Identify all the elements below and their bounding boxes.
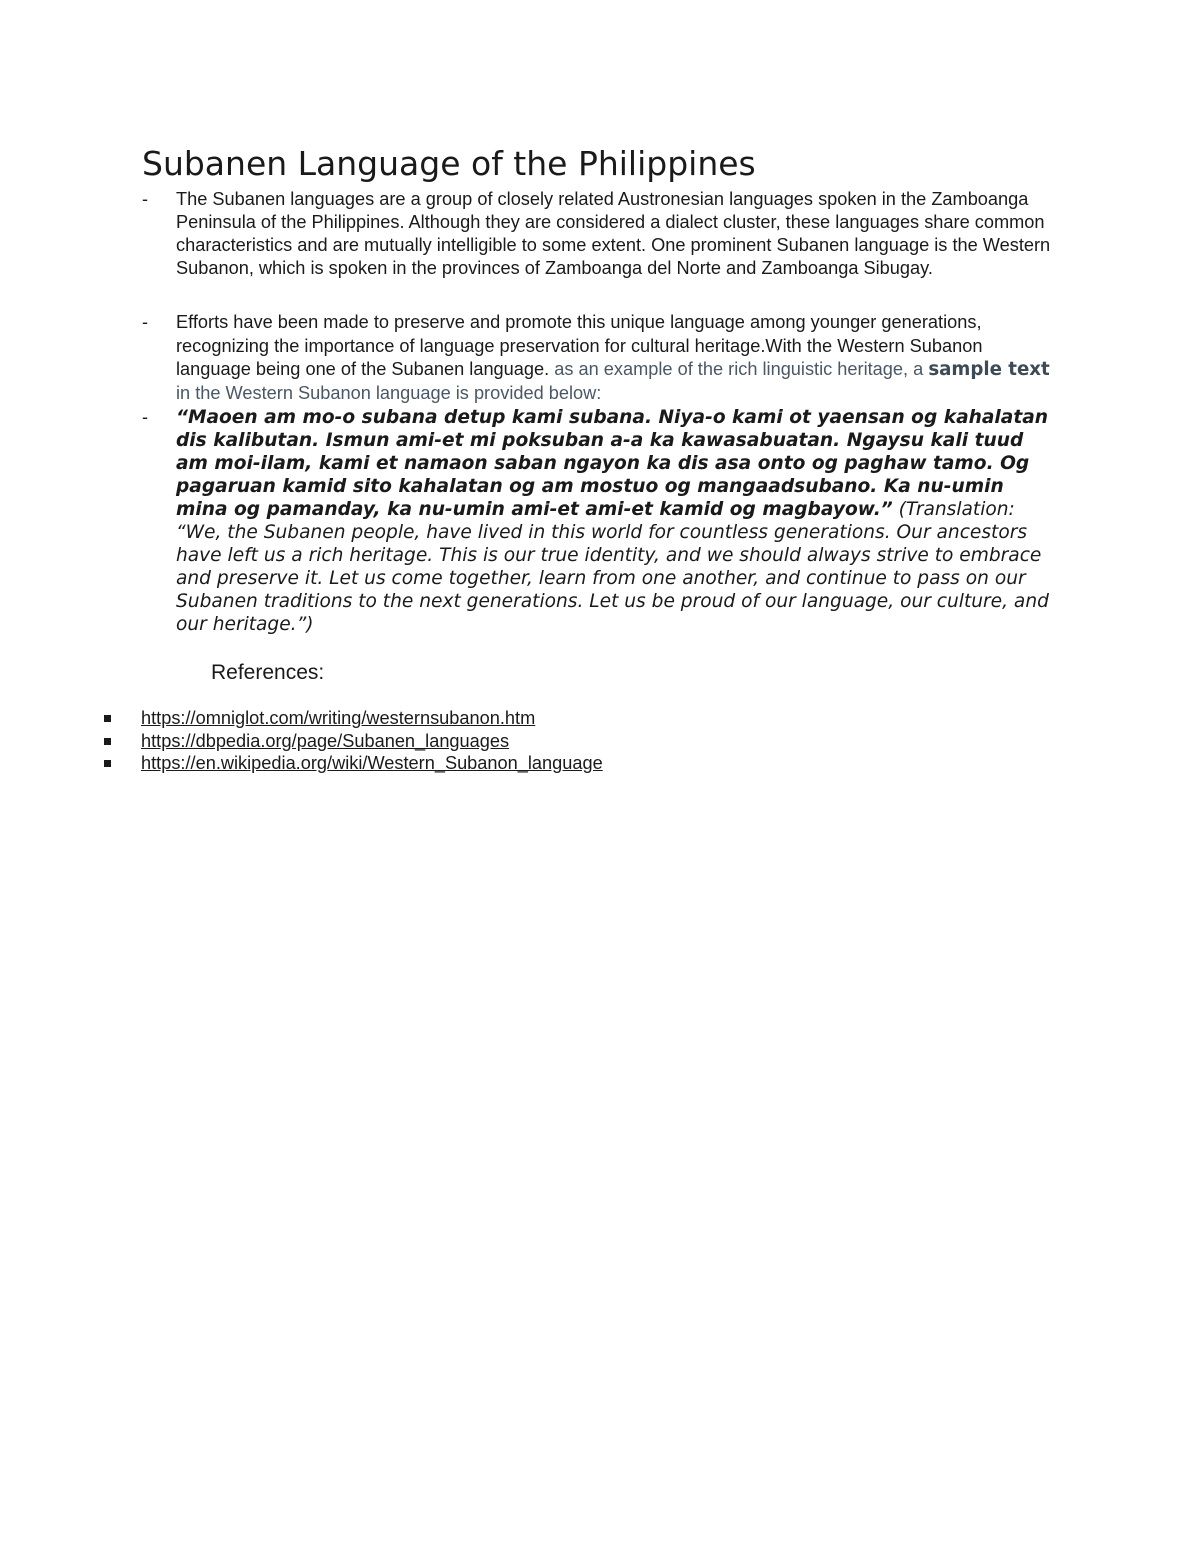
paragraph-preservation [176, 311, 1061, 405]
square-bullet-icon [104, 738, 111, 745]
references-heading: References: [211, 661, 325, 684]
square-bullet-icon [104, 760, 111, 767]
paragraph-sample-quote [176, 406, 1061, 636]
subanon-quote: “Maoen am mo-o subana detup kami subana. Niya-o kami ot yaensan og kahalatan dis kalibutan. Ismun ami-et mi poksuban a-a ka kawasabuatan. Ngaysu kali tuud am moi-ilam, kami et namaon saban ngayon ka dis asa onto og paghaw tamo. Og pagaruan kamid sito kahalatan og am mostuo og mangaadsubano. Ka nu-umin mina og pamanday, ka nu-umin ami-et ami-et kamid og magbayow.” [176, 407, 1049, 520]
sample-intro-text: as an example of the rich linguistic heritage, a [549, 359, 929, 379]
page-title: Subanen Language of the Philippines [142, 144, 756, 183]
list-dash: - [142, 312, 148, 332]
reference-link-dbpedia[interactable]: https://dbpedia.org/page/Subanen_languages [141, 730, 510, 751]
quote-translation: (Translation: “We, the Subanen people, have lived in this world for countless generations. Our ancestors have left us a rich heritage. This is our true identity, and we should always strive to embrace and preserve it. Let us come together, learn from one another, and continue to pass on our Subanen traditions to the next generations. Let us be proud of our language, our culture, and our heritage.”) [176, 499, 1049, 635]
sample-text-emphasis: sample text [928, 359, 1050, 380]
preservation-text: Efforts have been made to preserve and promote this unique language among younger generations, recognizing the importance of language preservation for cultural heritage.With the Western Subanon language being one of the Subanen language. [176, 312, 983, 379]
list-dash: - [142, 407, 148, 427]
reference-link-omniglot[interactable]: https://omniglot.com/writing/westernsubanon.htm [141, 708, 536, 728]
list-dash: - [142, 189, 148, 209]
sample-intro-text-end: in the Western Subanon language is provided below: [176, 382, 602, 403]
square-bullet-icon [104, 715, 111, 722]
paragraph-overview: The Subanen languages are a group of closely related Austronesian languages spoken in the Zamboanga Peninsula of the Philippines. Although they are considered a dialect cluster, these languages share common characteristics and are mutually intelligible to some extent. One prominent Subanen language is the Western Subanon, which is spoken in the provinces of Zamboanga del Norte and Zamboanga Sibugay. [176, 189, 1051, 278]
reference-link-wikipedia[interactable]: https://en.wikipedia.org/wiki/Western_Subanon_language [141, 753, 603, 773]
